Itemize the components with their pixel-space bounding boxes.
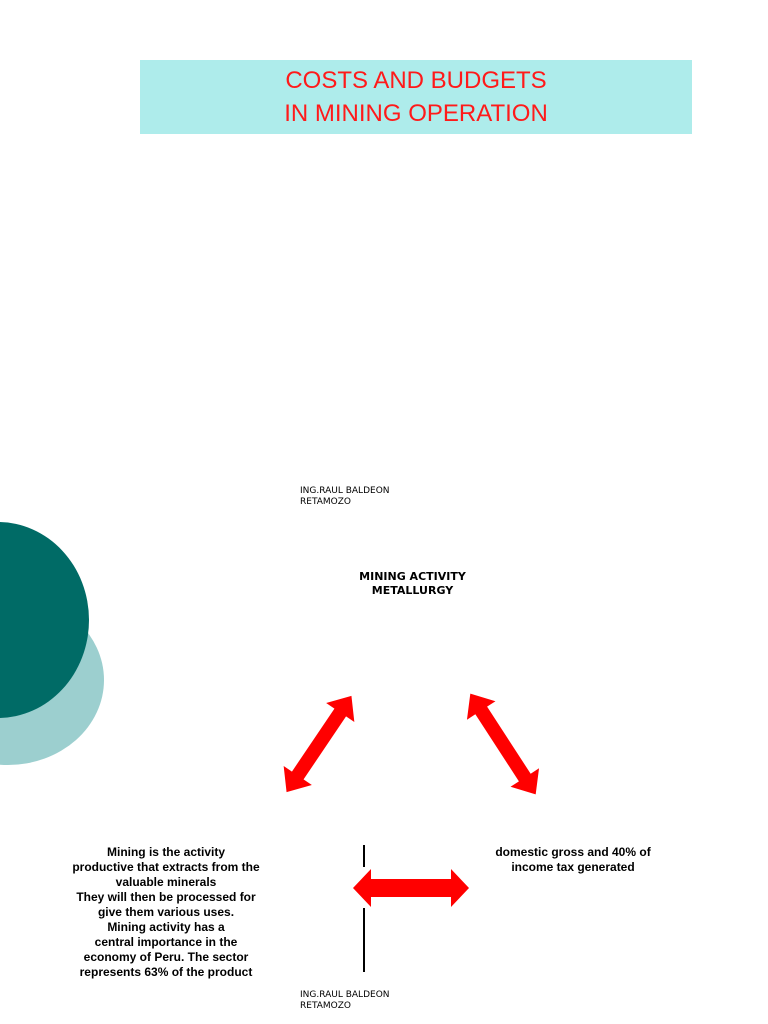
- left-text-line: Mining is the activity: [106, 845, 226, 859]
- tax-description-text: [478, 845, 668, 875]
- left-text-line: productive that extracts from the: [72, 860, 260, 874]
- author-footer: [300, 990, 440, 1011]
- left-text-line: valuable minerals: [115, 875, 217, 889]
- right-text-line: domestic gross and 40% of: [495, 845, 651, 859]
- author-footer-line-1: ING.RAUL BALDEON: [300, 486, 390, 496]
- title-line-2: IN MINING OPERATION: [284, 100, 548, 127]
- mining-description-text: [52, 845, 280, 980]
- slide-heading-line-1: MINING ACTIVITY: [359, 570, 466, 583]
- left-text-line: give them various uses.: [97, 905, 235, 919]
- left-text-line: represents 63% of the product: [79, 965, 253, 979]
- right-text-line: income tax generated: [511, 860, 635, 874]
- slide-heading-line-2: METALLURGY: [371, 584, 454, 597]
- author-footer-line-1: ING.RAUL BALDEON: [300, 990, 390, 1000]
- author-footer-line-2: RETAMOZO: [300, 1001, 351, 1011]
- double-arrow-left-diagonal-icon: [272, 686, 365, 801]
- divider-line-bottom: [363, 908, 365, 972]
- left-text-line: central importance in the: [94, 935, 238, 949]
- divider-line-top: [363, 845, 365, 867]
- double-arrow-horizontal-icon: [353, 869, 469, 907]
- title-line-1: COSTS AND BUDGETS: [285, 67, 547, 94]
- left-text-line: They will then be processed for: [76, 890, 256, 904]
- double-arrow-right-diagonal-icon: [456, 684, 550, 803]
- left-text-line: Mining activity has a: [107, 920, 225, 934]
- author-footer-line-2: RETAMOZO: [300, 497, 351, 507]
- left-text-line: economy of Peru. The sector: [83, 950, 249, 964]
